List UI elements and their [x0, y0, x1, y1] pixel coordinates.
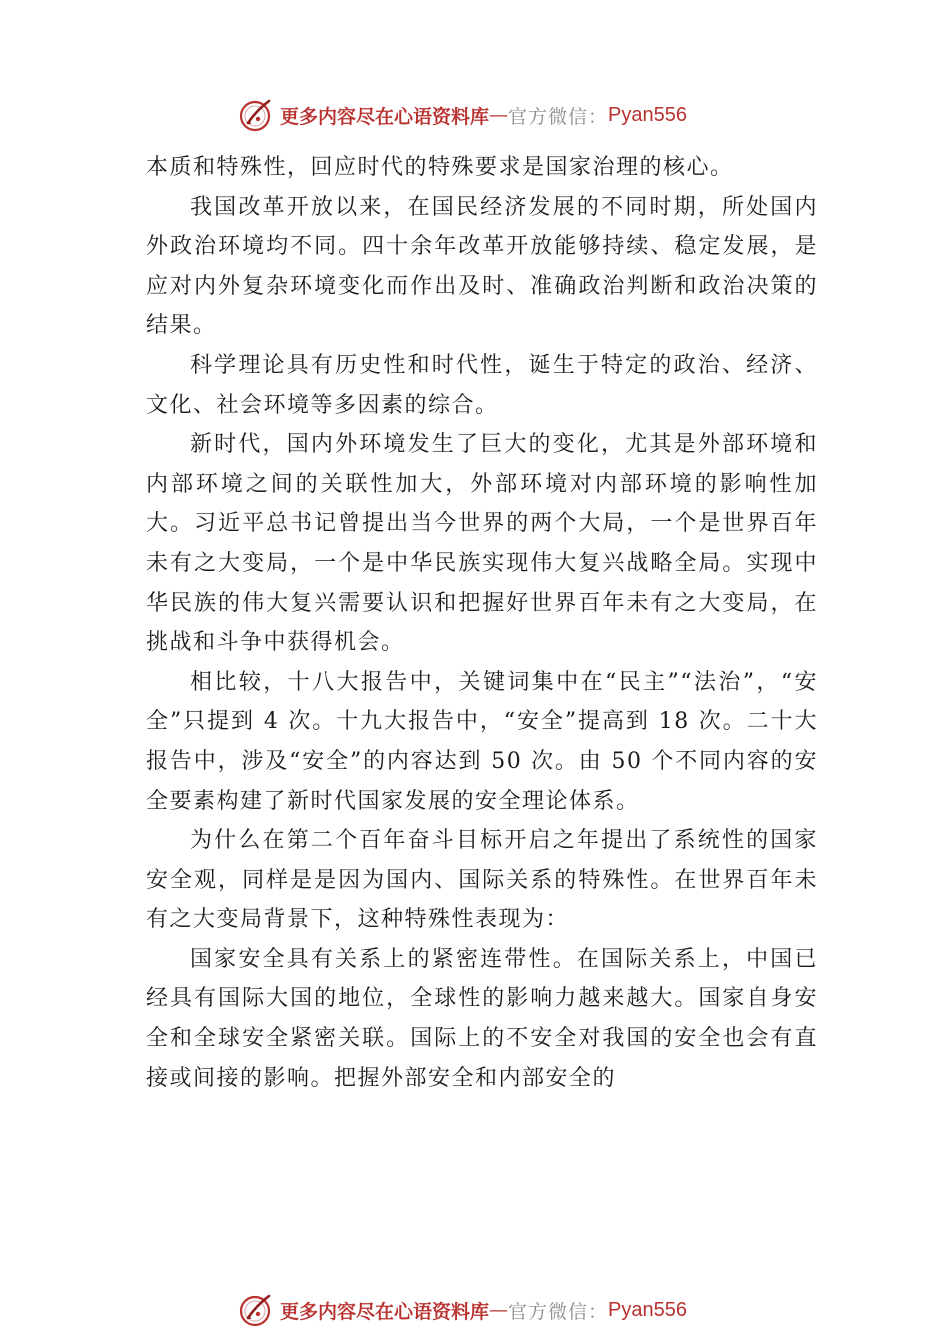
banner-title: 更多内容尽在心语资料库: [280, 105, 490, 128]
header-banner: [238, 95, 738, 135]
banner-wechat-id: Pyan556: [608, 1298, 687, 1321]
banner-title: 更多内容尽在心语资料库: [280, 1300, 490, 1323]
banner-dash: —: [489, 1299, 509, 1321]
brush-circle-logo-icon: [238, 1292, 274, 1328]
banner-wechat-id: Pyan556: [608, 103, 687, 126]
paragraph: 我国改革开放以来，在国民经济发展的不同时期，所处国内外政治环境均不同。四十余年改革开放能够持续、稳定发展，是应对内外复杂环境变化而作出及时、准确政治判断和政治决策的结果。: [146, 194, 818, 339]
paragraph: 新时代，国内外环境发生了巨大的变化，尤其是外部环境和内部环境之间的关联性加大，外部环境对内部环境的影响性加大。习近平总书记曾提出当今世界的两个大局，一个是世界百年未有之大变局，一个是中华民族实现伟大复兴战略全局。实现中华民族的伟大复兴需要认识和把握好世界百年未有之大变局，在挑战和斗争中获得机会。: [146, 432, 818, 656]
brush-circle-logo-icon: [238, 97, 274, 133]
paragraph: 相比较，十八大报告中，关键词集中在“民主”“法治”，“安全”只提到 4 次。十九大报告中，“安全”提高到 18 次。二十大报告中，涉及“安全”的内容达到 50 次。由 50 个不同内容的安全要素构建了新时代国家发展的安全理论体系。: [146, 669, 818, 814]
footer-banner: [238, 1290, 738, 1330]
banner-wechat-label: 官方微信：: [508, 1300, 609, 1323]
document-body: [146, 148, 818, 1098]
paragraph: 为什么在第二个百年奋斗目标开启之年提出了系统性的国家安全观，同样是是因为国内、国际关系的特殊性。在世界百年未有之大变局背景下，这种特殊性表现为：: [146, 828, 818, 933]
banner-dash: —: [489, 104, 509, 126]
paragraph: 国家安全具有关系上的紧密连带性。在国际关系上，中国已经具有国际大国的地位，全球性的影响力越来越大。国家自身安全和全球安全紧密关联。国际上的不安全对我国的安全也会有直接或间接的影响。把握外部安全和内部安全的: [146, 946, 818, 1091]
paragraph: 科学理论具有历史性和时代性，诞生于特定的政治、经济、文化、社会环境等多因素的综合。: [146, 352, 818, 418]
paragraph: 本质和特殊性，回应时代的特殊要求是国家治理的核心。: [146, 155, 734, 180]
banner-wechat-label: 官方微信：: [508, 105, 609, 128]
